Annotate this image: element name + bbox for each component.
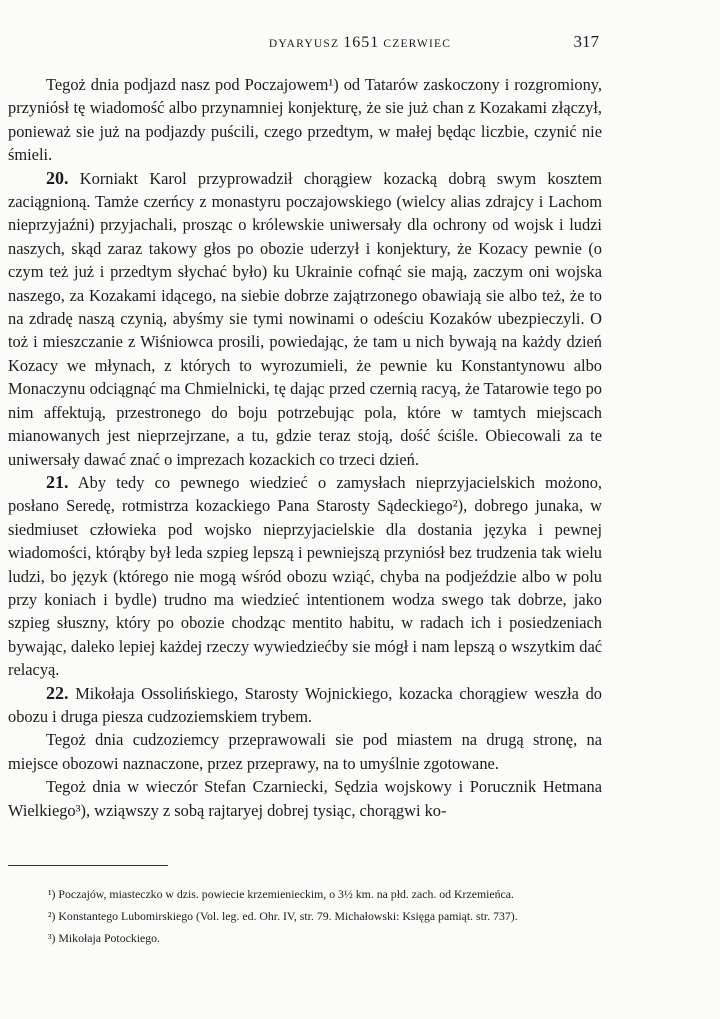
running-title: DYARYUSZ [268, 38, 340, 50]
day-number: 20. [46, 167, 69, 188]
paragraph-text: Mikołaja Ossolińskiego, Starosty Wojnickiego, kozacka chorągiew weszła do obozu i druga piesza cudzoziemskiem trybem. [8, 683, 602, 726]
footnote-divider [8, 865, 168, 866]
paragraph-text: Tegoż dnia cudzoziemcy przeprawowali sie pod miastem na drugą stronę, na miejsce obozowi naznaczone, przez przeprawy, na to umyślnie zgotowane. [8, 730, 602, 773]
page-number: 317 [573, 32, 599, 51]
paragraph [8, 167, 602, 471]
running-head [0, 34, 720, 52]
footnote: ¹) Poczajów, miasteczko w dzis. powiecie krzemienieckim, o 3½ km. na płd. zach. od Krzemieńca. [48, 887, 514, 901]
footnotes [8, 883, 602, 949]
day-number: 22. [46, 682, 69, 703]
paragraph [8, 73, 602, 167]
paragraph [8, 728, 602, 775]
main-text [8, 73, 602, 822]
paragraph [8, 682, 602, 729]
running-year: 1651 [343, 34, 380, 51]
footnote: ³) Mikołaja Potockiego. [48, 931, 160, 945]
paragraph [8, 775, 602, 822]
paragraph-text: Tegoż dnia podjazd nasz pod Poczajowem¹) od Tatarów zaskoczony i rozgromiony, przyniósł tę wiadomość albo przynamniej konjekturę, że sie już chan z Kozakami złączył, ponieważ sie już na podjazdy puścili, czego przedtym, w małej będąc liczbie, czynić nie śmieli. [8, 75, 602, 165]
paragraph-text: Korniakt Karol przyprowadził chorągiew kozacką dobrą swym kosztem zaciągnioną. Tamże czerńcy z monastyru poczajowskiego (wielcy alias zdrajcy i Lachom nieprzyjaźni) przyjachali, prosząc o królewskie uniwersały dla ochrony od wojsk i ludzi naszych, skąd zaraz takowy głos po obozie uderzył i konjektury, że Kozacy pewnie (o czym też już i przedtym słychać było) ku Ukrainie cofnąć sie mają, zaczym oni wojska naszego, za Kozakami idącego, na siebie dobrze zajątrzonego obawiają sie albo też, że to na zdradę naszą czynią, abyśmy sie tymi nowinami o odeściu Kozaków ubezpieczyli. O toż i mieszczanie z Wiśniowca prosili, powiedając, że tam u nich bywają na każdy dzień Kozacy we młynach, z których to wyrozumieli, że pewnie ku Konstantynowu albo Monaczynu odciągnąć ma Chmielnicki, tę dając przed czernią racyą, że Tatarowie tego po nim affektują, przestronego do boju potrzebując pola, które w tamtych miejscach mianowanych jest nieprzejrzane, a tu, gdzie teraz stoją, dość ściśle. Obiecowali za te uniwersały dawać znać o imprezach kozackich co trzeci dzień. [8, 168, 602, 469]
paragraph-text: Aby tedy co pewnego wiedzieć o zamysłach nieprzyjacielskich możono, posłano Seredę, rotmistrza kozackiego Pana Starosty Sądeckiego²), dobrego junaka, w siedmiuset człowieka pod wojsko nieprzyjacielskie dla dostania języka i pewnej wiadomości, którąby był leda szpieg lepszą i pewniejszą przyniósł bez trudzenia tak wielu ludzi, bo język (którego nie mogą wśród obozu wziąć, chyba na podjeździe albo w polu przy koniach i bydle) trudno ma wiedzieć intentionem wodza swego tak dobrze, jako szpieg słuszny, który po obozie chodząc mentito habitu, w radach ich i posiedzeniach bywając, daleko lepiej każdej rzeczy wywiedziećby sie mógł i nam lepszą o wszytkim dać relacyą. [8, 472, 603, 680]
day-number: 21. [46, 471, 69, 492]
footnote: ²) Konstantego Lubomirskiego (Vol. leg. ed. Ohr. IV, str. 79. Michałowski: Księga pamiąt. str. 737). [48, 909, 518, 923]
paragraph [8, 471, 602, 682]
paragraph-text: Tegoż dnia w wieczór Stefan Czarniecki, Sędzia wojskowy i Porucznik Hetmana Wielkiego³), wziąwszy z sobą rajtaryej dobrej tysiąc, chorągwi ko- [8, 777, 602, 820]
running-month: CZERWIEC [383, 38, 452, 50]
